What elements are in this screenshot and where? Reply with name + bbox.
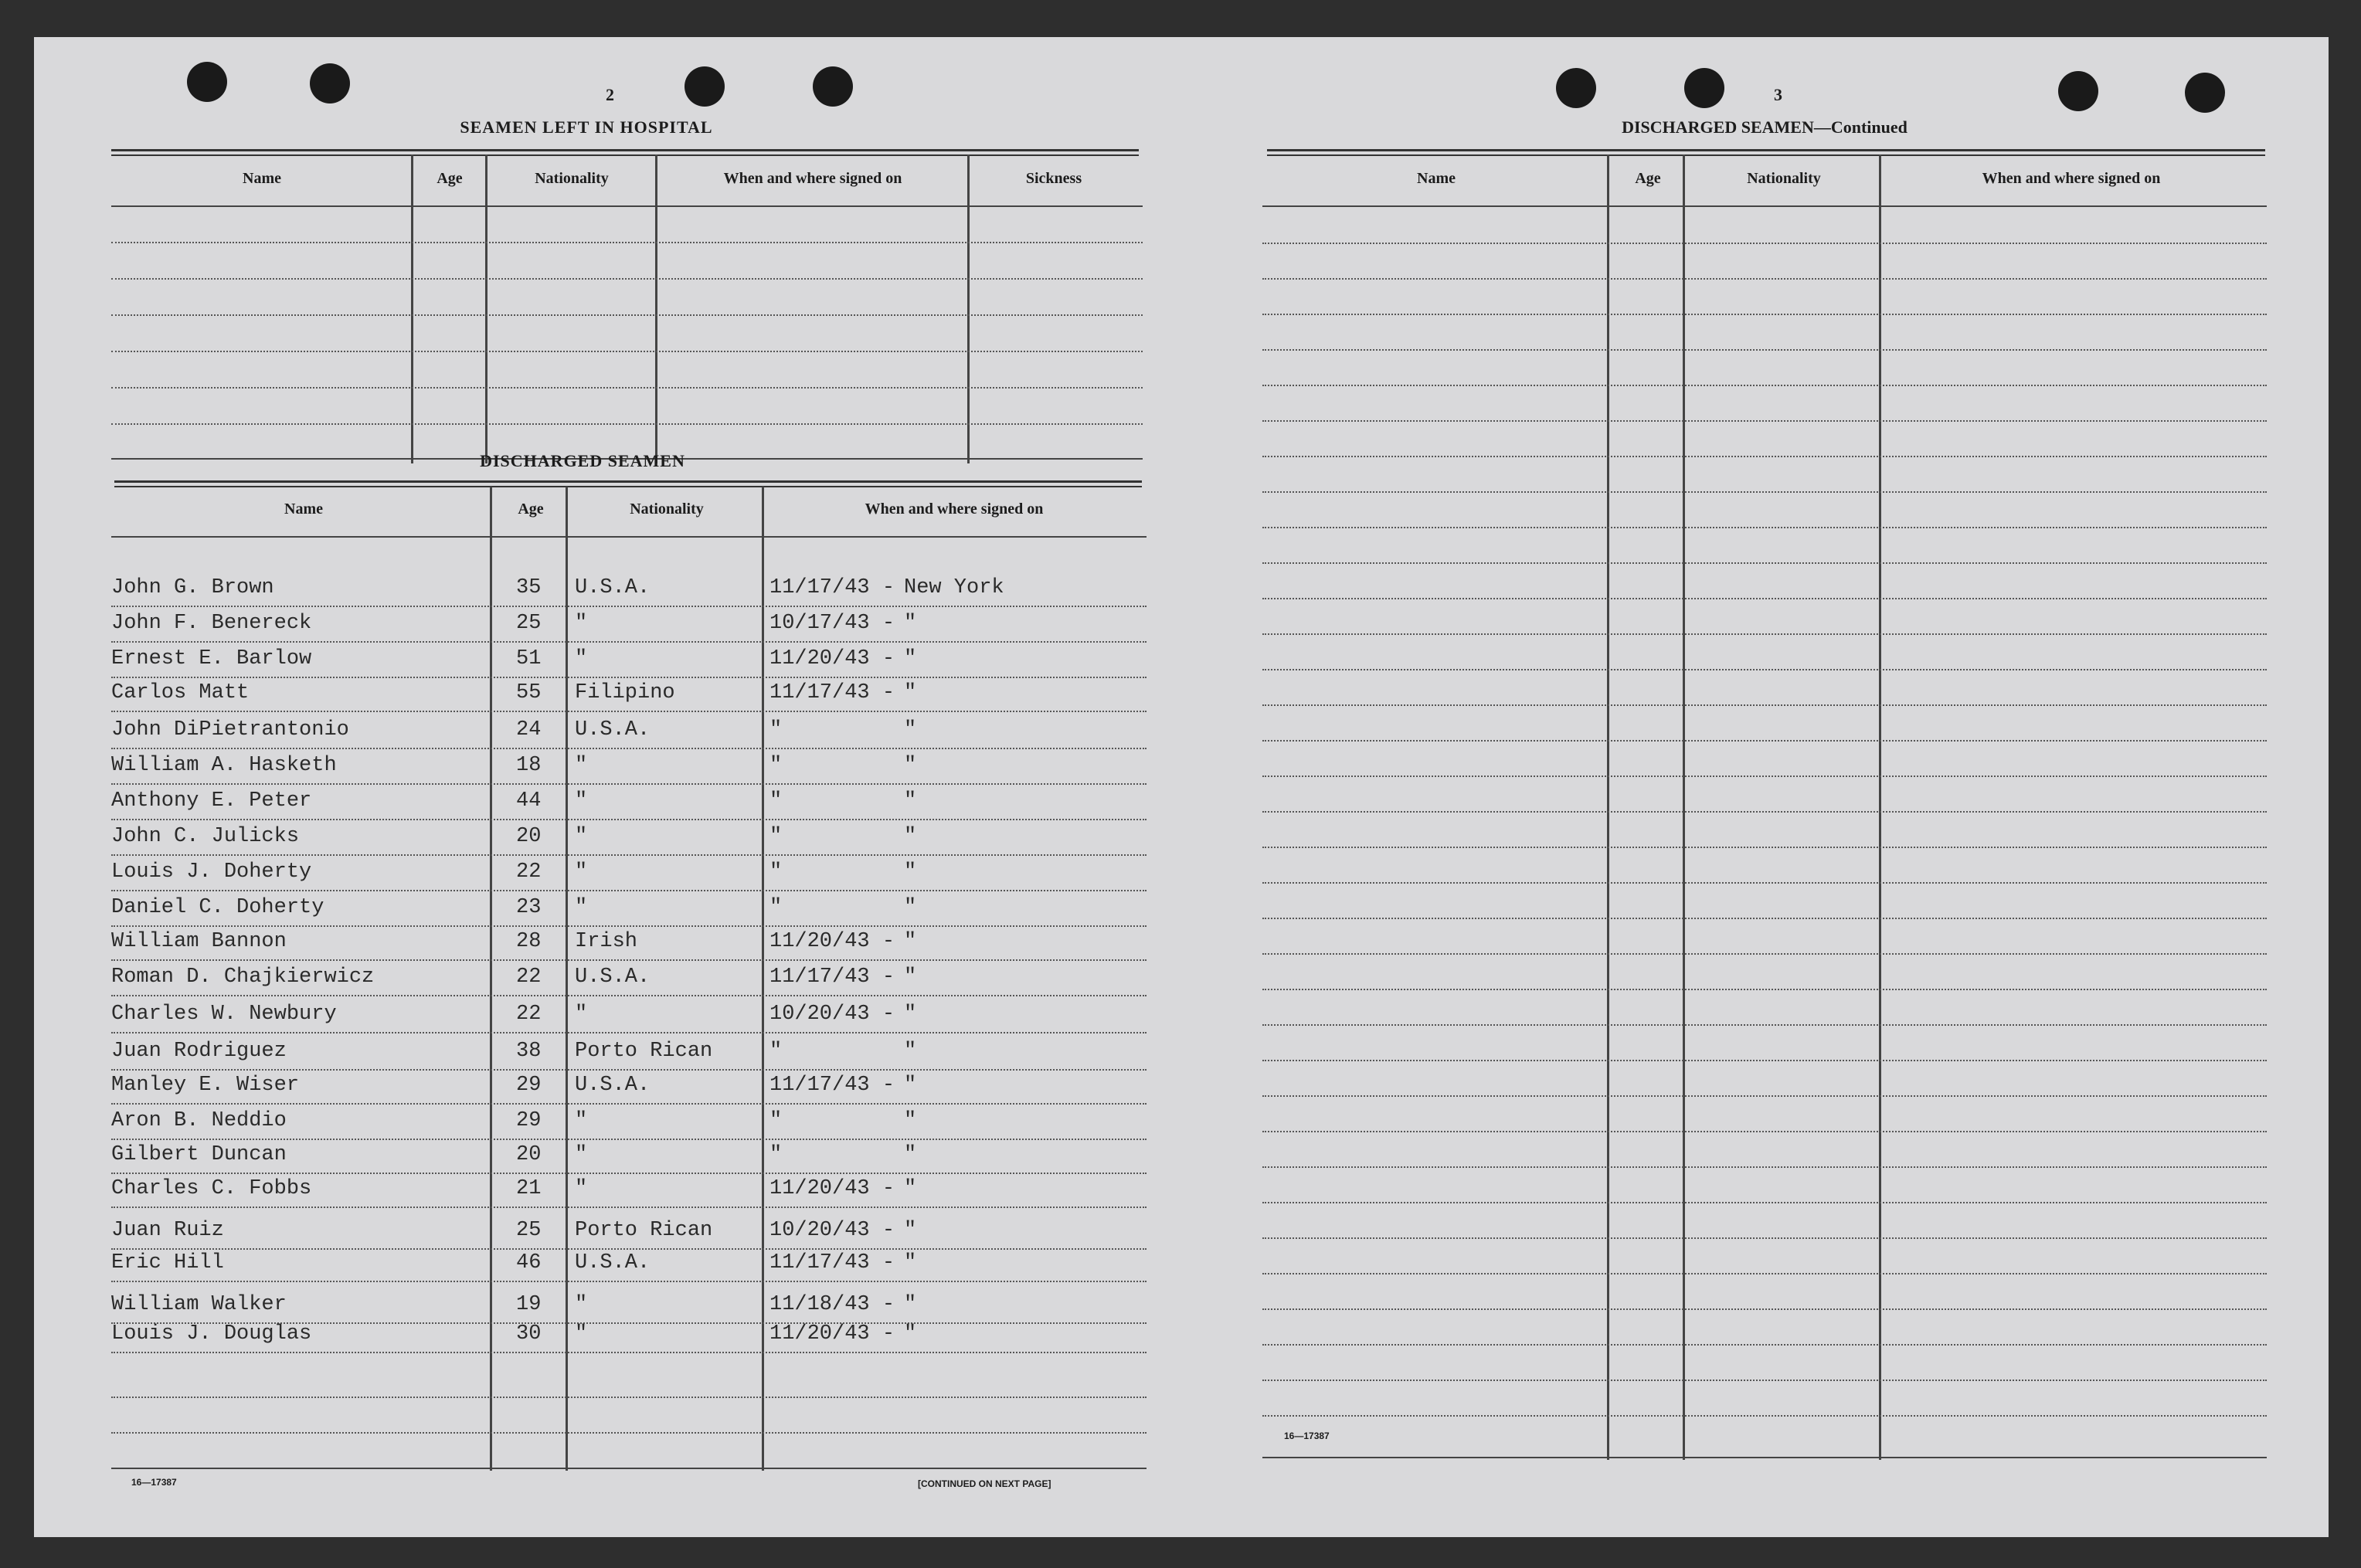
cell-nationality: Porto Rican [575, 1219, 713, 1242]
ruled-line [1262, 740, 2267, 742]
cell-date: 11/17/43 - [769, 1074, 895, 1097]
cell-age: 51 [516, 647, 542, 670]
cell-date: 11/17/43 - [769, 576, 895, 599]
cell-date: 11/20/43 - [769, 647, 895, 670]
table-row [111, 925, 1147, 959]
row-line [111, 995, 1147, 996]
cell-name: Juan Ruiz [111, 1219, 224, 1242]
cell-date: 11/20/43 - [769, 1177, 895, 1200]
col-age: Age [1635, 170, 1661, 187]
cell-name: John DiPietrantonio [111, 718, 349, 742]
table-row [111, 1105, 1147, 1139]
cell-age: 25 [516, 612, 542, 635]
cell-place: " [904, 1074, 917, 1097]
cell-date: 11/17/43 - [769, 681, 895, 704]
cell-place: " [904, 896, 917, 919]
cell-age: 21 [516, 1177, 542, 1200]
cell-age: 35 [516, 576, 542, 599]
table-row [111, 1214, 1147, 1248]
cell-name: Gilbert Duncan [111, 1143, 287, 1166]
table-row [111, 643, 1147, 677]
double-rule [111, 149, 1139, 156]
table-row [111, 1139, 1147, 1173]
ruled-line [1262, 704, 2267, 706]
cell-place: " [904, 718, 917, 742]
cell-place: " [904, 681, 917, 704]
cell-age: 23 [516, 896, 542, 919]
cell-age: 44 [516, 789, 542, 813]
cell-nationality: " [575, 1109, 588, 1132]
cell-name: Eric Hill [111, 1251, 224, 1274]
table-row [111, 1069, 1147, 1103]
cell-place: " [904, 966, 917, 989]
cell-nationality: " [575, 647, 588, 670]
cell-date: " [769, 896, 783, 919]
double-rule [114, 480, 1142, 487]
cell-place: " [904, 789, 917, 813]
cell-nationality: U.S.A. [575, 718, 651, 742]
cell-age: 22 [516, 860, 542, 884]
cell-nationality: " [575, 1177, 588, 1200]
cell-age: 19 [516, 1293, 542, 1316]
col-age: Age [518, 501, 544, 518]
cell-nationality: U.S.A. [575, 576, 651, 599]
cell-nationality: Porto Rican [575, 1040, 713, 1063]
cell-date: " [769, 754, 783, 777]
cell-age: 22 [516, 1003, 542, 1026]
cell-name: Manley E. Wiser [111, 1074, 300, 1097]
cell-place: " [904, 1143, 917, 1166]
col-nationality: Nationality [630, 501, 704, 518]
ruled-line [1262, 385, 2267, 386]
cell-name: Charles W. Newbury [111, 1003, 337, 1026]
cell-place: " [904, 1040, 917, 1063]
ruled-line [1262, 314, 2267, 315]
table-row [111, 677, 1147, 711]
cell-date: 10/20/43 - [769, 1219, 895, 1242]
punch-hole [187, 62, 227, 102]
cell-date: 10/20/43 - [769, 1003, 895, 1026]
col-nationality: Nationality [1747, 170, 1821, 187]
cell-place: " [904, 1322, 917, 1346]
cell-nationality: Filipino [575, 681, 675, 704]
ruled-line [1262, 1095, 2267, 1097]
ruled-line [1262, 1202, 2267, 1203]
cell-nationality: U.S.A. [575, 966, 651, 989]
ruled-line [1262, 349, 2267, 351]
cell-age: 55 [516, 681, 542, 704]
cell-name: William A. Hasketh [111, 754, 337, 777]
cell-place: " [904, 1219, 917, 1242]
col-signed-on: When and where signed on [723, 170, 902, 187]
punch-hole [813, 66, 853, 107]
col-sickness: Sickness [1025, 170, 1082, 187]
table-row [111, 714, 1147, 748]
ruled-line [1262, 1380, 2267, 1381]
cell-date: " [769, 718, 783, 742]
table-row [111, 1035, 1147, 1069]
cell-date: " [769, 1040, 783, 1063]
ruled-line [1262, 420, 2267, 422]
ruled-line [1262, 811, 2267, 813]
cell-name: Roman D. Chajkierwicz [111, 966, 375, 989]
cell-date: " [769, 860, 783, 884]
ruled-line [1262, 989, 2267, 990]
punch-hole [2185, 73, 2225, 113]
table-row [111, 749, 1147, 783]
table-row [111, 1318, 1147, 1352]
ruled-line [1262, 669, 2267, 670]
ruled-line [1262, 243, 2267, 244]
cell-name: Daniel C. Doherty [111, 896, 324, 919]
cell-place: " [904, 1177, 917, 1200]
table-row [111, 961, 1147, 995]
cell-nationality: U.S.A. [575, 1074, 651, 1097]
cell-age: 29 [516, 1074, 542, 1097]
ruled-line [1262, 1273, 2267, 1274]
table-row [111, 856, 1147, 890]
cell-date: 11/20/43 - [769, 1322, 895, 1346]
row-line [111, 1207, 1147, 1208]
table-row [111, 998, 1147, 1032]
row-line [111, 1352, 1147, 1353]
cell-nationality: " [575, 789, 588, 813]
ruled-line [1262, 1024, 2267, 1026]
ruled-line [1262, 847, 2267, 848]
cell-age: 28 [516, 930, 542, 953]
page-number-left: 2 [606, 85, 614, 104]
table-row [111, 891, 1147, 925]
ruled-line [1262, 918, 2267, 919]
cell-date: " [769, 1109, 783, 1132]
cell-place: " [904, 860, 917, 884]
cell-date: 11/17/43 - [769, 1251, 895, 1274]
cell-name: William Bannon [111, 930, 287, 953]
cell-nationality: " [575, 754, 588, 777]
cell-name: Louis J. Doherty [111, 860, 312, 884]
table-row [111, 1173, 1147, 1207]
cell-nationality: " [575, 1322, 588, 1346]
cell-place: New York [904, 576, 1004, 599]
cell-nationality: Irish [575, 930, 638, 953]
ruled-line [1262, 1166, 2267, 1168]
cell-age: 29 [516, 1109, 542, 1132]
ruled-line [1262, 491, 2267, 493]
ruled-line [1262, 456, 2267, 457]
cell-age: 20 [516, 1143, 542, 1166]
ruled-line [1262, 1060, 2267, 1061]
cell-name: John C. Julicks [111, 825, 300, 848]
col-age: Age [437, 170, 463, 187]
cell-date: " [769, 825, 783, 848]
ruled-line [1262, 598, 2267, 599]
cell-name: Aron B. Neddio [111, 1109, 287, 1132]
ruled-line [1262, 633, 2267, 635]
cell-name: William Walker [111, 1293, 287, 1316]
cell-nationality: " [575, 1293, 588, 1316]
continued-note: [CONTINUED ON NEXT PAGE] [918, 1478, 1051, 1489]
cell-place: " [904, 612, 917, 635]
punch-hole [685, 66, 725, 107]
ruled-line [1262, 278, 2267, 280]
cell-place: " [904, 930, 917, 953]
cell-nationality: U.S.A. [575, 1251, 651, 1274]
ruled-line [1262, 953, 2267, 955]
col-signed-on: When and where signed on [865, 501, 1044, 518]
ruled-line [1262, 1415, 2267, 1417]
discharged-section-title: DISCHARGED SEAMEN [480, 451, 685, 470]
cell-date: " [769, 789, 783, 813]
cell-date: 11/17/43 - [769, 966, 895, 989]
continued-section-title: DISCHARGED SEAMEN—Continued [1622, 117, 1907, 137]
cell-name: Charles C. Fobbs [111, 1177, 312, 1200]
cell-age: 22 [516, 966, 542, 989]
cell-age: 20 [516, 825, 542, 848]
page-number-right: 3 [1774, 85, 1782, 104]
cell-age: 38 [516, 1040, 542, 1063]
cell-place: " [904, 1109, 917, 1132]
cell-place: " [904, 1293, 917, 1316]
double-rule [1267, 149, 2265, 156]
cell-nationality: " [575, 612, 588, 635]
cell-name: Ernest E. Barlow [111, 647, 312, 670]
form-number-right: 16—17387 [1284, 1431, 1330, 1441]
cell-date: 11/18/43 - [769, 1293, 895, 1316]
table-row [111, 1247, 1147, 1281]
punch-hole [2058, 71, 2098, 111]
cell-place: " [904, 647, 917, 670]
cell-nationality: " [575, 896, 588, 919]
table-row [111, 820, 1147, 854]
row-line [111, 1281, 1147, 1282]
table-row [111, 572, 1147, 606]
cell-place: " [904, 825, 917, 848]
cell-date: 10/17/43 - [769, 612, 895, 635]
punch-hole [1556, 68, 1596, 108]
cell-date: 11/20/43 - [769, 930, 895, 953]
ruled-line [1262, 527, 2267, 528]
col-name: Name [243, 170, 281, 187]
col-nationality: Nationality [535, 170, 609, 187]
ruled-line [1262, 1131, 2267, 1132]
cell-name: John F. Benereck [111, 612, 312, 635]
form-number-left: 16—17387 [131, 1477, 177, 1488]
cell-nationality: " [575, 860, 588, 884]
table-row [111, 607, 1147, 641]
ruled-line [1262, 562, 2267, 564]
cell-name: Juan Rodriguez [111, 1040, 287, 1063]
cell-nationality: " [575, 1143, 588, 1166]
hospital-section-title: SEAMEN LEFT IN HOSPITAL [460, 117, 713, 137]
cell-nationality: " [575, 1003, 588, 1026]
cell-nationality: " [575, 825, 588, 848]
punch-hole [310, 63, 350, 104]
ruled-line [1262, 776, 2267, 777]
row-line [111, 1032, 1147, 1033]
document-sheet [34, 37, 2329, 1537]
row-line [111, 711, 1147, 712]
col-name: Name [1417, 170, 1456, 187]
cell-place: " [904, 1003, 917, 1026]
cell-name: Anthony E. Peter [111, 789, 312, 813]
cell-name: Carlos Matt [111, 681, 250, 704]
col-name: Name [284, 501, 323, 518]
cell-age: 30 [516, 1322, 542, 1346]
cell-age: 24 [516, 718, 542, 742]
col-signed-on: When and where signed on [1982, 170, 2161, 187]
cell-date: " [769, 1143, 783, 1166]
cell-name: John G. Brown [111, 576, 274, 599]
cell-age: 18 [516, 754, 542, 777]
ruled-line [1262, 1344, 2267, 1346]
cell-place: " [904, 1251, 917, 1274]
cell-age: 25 [516, 1219, 542, 1242]
cell-place: " [904, 754, 917, 777]
table-row [111, 785, 1147, 819]
punch-hole [1684, 68, 1724, 108]
ruled-line [1262, 1308, 2267, 1310]
ruled-line [1262, 882, 2267, 884]
cell-age: 46 [516, 1251, 542, 1274]
ruled-line [1262, 1237, 2267, 1239]
cell-name: Louis J. Douglas [111, 1322, 312, 1346]
